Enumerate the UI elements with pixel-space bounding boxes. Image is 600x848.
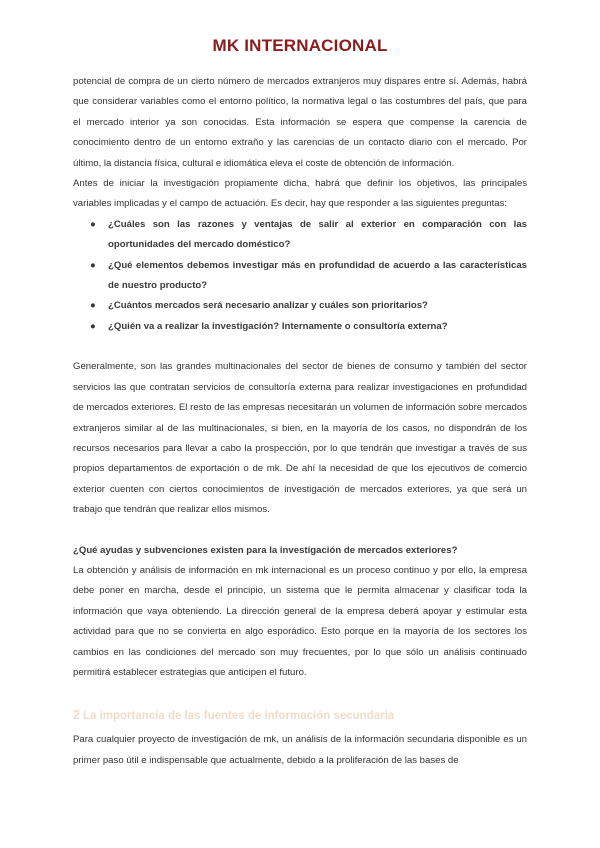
paragraph-1: potencial de compra de un cierto número de mercados extranjeros muy dispares entre sí. Además, habrá que considerar variables como el entorno político, la normativa legal o las costumbres del país, que para el mercado interior ya son conocidas. Esta información se espera que compense la carencia de conocimiento dentro de un entorno extraño y las carencias de un contacto diario con el mercado. Por último, la distancia física, cultural e idiomática eleva el coste de obtención de información.	[73, 76, 527, 169]
bullet-icon: ●	[90, 320, 96, 332]
list-item-text: ¿Qué elementos debemos investigar más en profundidad de acuerdo a las características de nuestro producto?	[108, 259, 527, 292]
paragraph-3: Generalmente, son las grandes multinacionales del sector de bienes de consumo y también del sector servicios las que contratan servicios de consultoría externa para realizar investigaciones en profundidad de mercados exteriores. El resto de las empresas necesitarán un volumen de información sobre mercados extranjeros similar al de las multinacionales, si bien, en la mayoría de los casos, no dispondrán de los recursos necesarios para llevar a cabo la prospección, por lo que tendrán que investigar a través de sus propios departamentos de exportación o de mk. De ahí la necesidad de que los ejecutivos de comercio exterior cuenten con ciertos conocimientos de investigación de mercados exteriores, ya que será un trabajo que tendrán que realizar ellos mismos.	[73, 361, 527, 516]
list-item	[73, 215, 527, 256]
list-item	[73, 317, 527, 337]
list-item	[73, 256, 527, 297]
spacer	[73, 337, 527, 357]
list-item-text: ¿Cuáles son las razones y ventajas de salir al exterior en comparación con las oportunidades del mercado doméstico?	[108, 218, 527, 251]
document-title: MK INTERNACIONAL	[212, 36, 388, 55]
question-heading: ¿Qué ayudas y subvenciones existen para la investigación de mercados exteriores?	[73, 544, 458, 556]
bullet-icon: ●	[90, 259, 96, 271]
bullet-icon: ●	[90, 300, 96, 312]
document-body	[73, 72, 527, 771]
paragraph-5: Para cualquier proyecto de investigación de mk, un análisis de la información secundaria disponible es un primer paso útil e indispensable que actualmente, debido a la proliferación de las bases de	[73, 734, 527, 766]
section-number: 2	[73, 708, 80, 723]
spacer	[73, 521, 527, 541]
section-heading	[73, 703, 527, 728]
section-title: La importancia de las fuentes de información secundaria	[82, 710, 395, 723]
question-list	[73, 215, 527, 337]
paragraph-2: Antes de iniciar la investigación propiamente dicha, habrá que definir los objetivos, las principales variables implicadas y el campo de actuación. Es decir, hay que responder a las siguientes preguntas:	[73, 178, 527, 210]
paragraph-4: La obtención y análisis de información en mk internacional es un proceso continuo y por ello, la empresa debe poner en marcha, desde el principio, un sistema que le permita almacenar y clasificar toda la información que vaya obteniendo. La dirección general de la empresa deberá apoyar y estimular esta actividad para que no se convierta en algo esporádico. Esto porque en la mayoría de los sectores los cambios en las condiciones del mercado son muy frecuentes, por lo que sólo un análisis continuado permitirá establecer estrategias que anticipen el futuro.	[73, 564, 527, 678]
bullet-icon: ●	[90, 218, 96, 230]
spacer	[73, 683, 527, 703]
list-item	[73, 296, 527, 316]
list-item-text: ¿Quién va a realizar la investigación? Internamente o consultoría externa?	[108, 320, 448, 332]
list-item-text: ¿Cuántos mercados será necesario analizar y cuáles son prioritarios?	[108, 300, 428, 312]
